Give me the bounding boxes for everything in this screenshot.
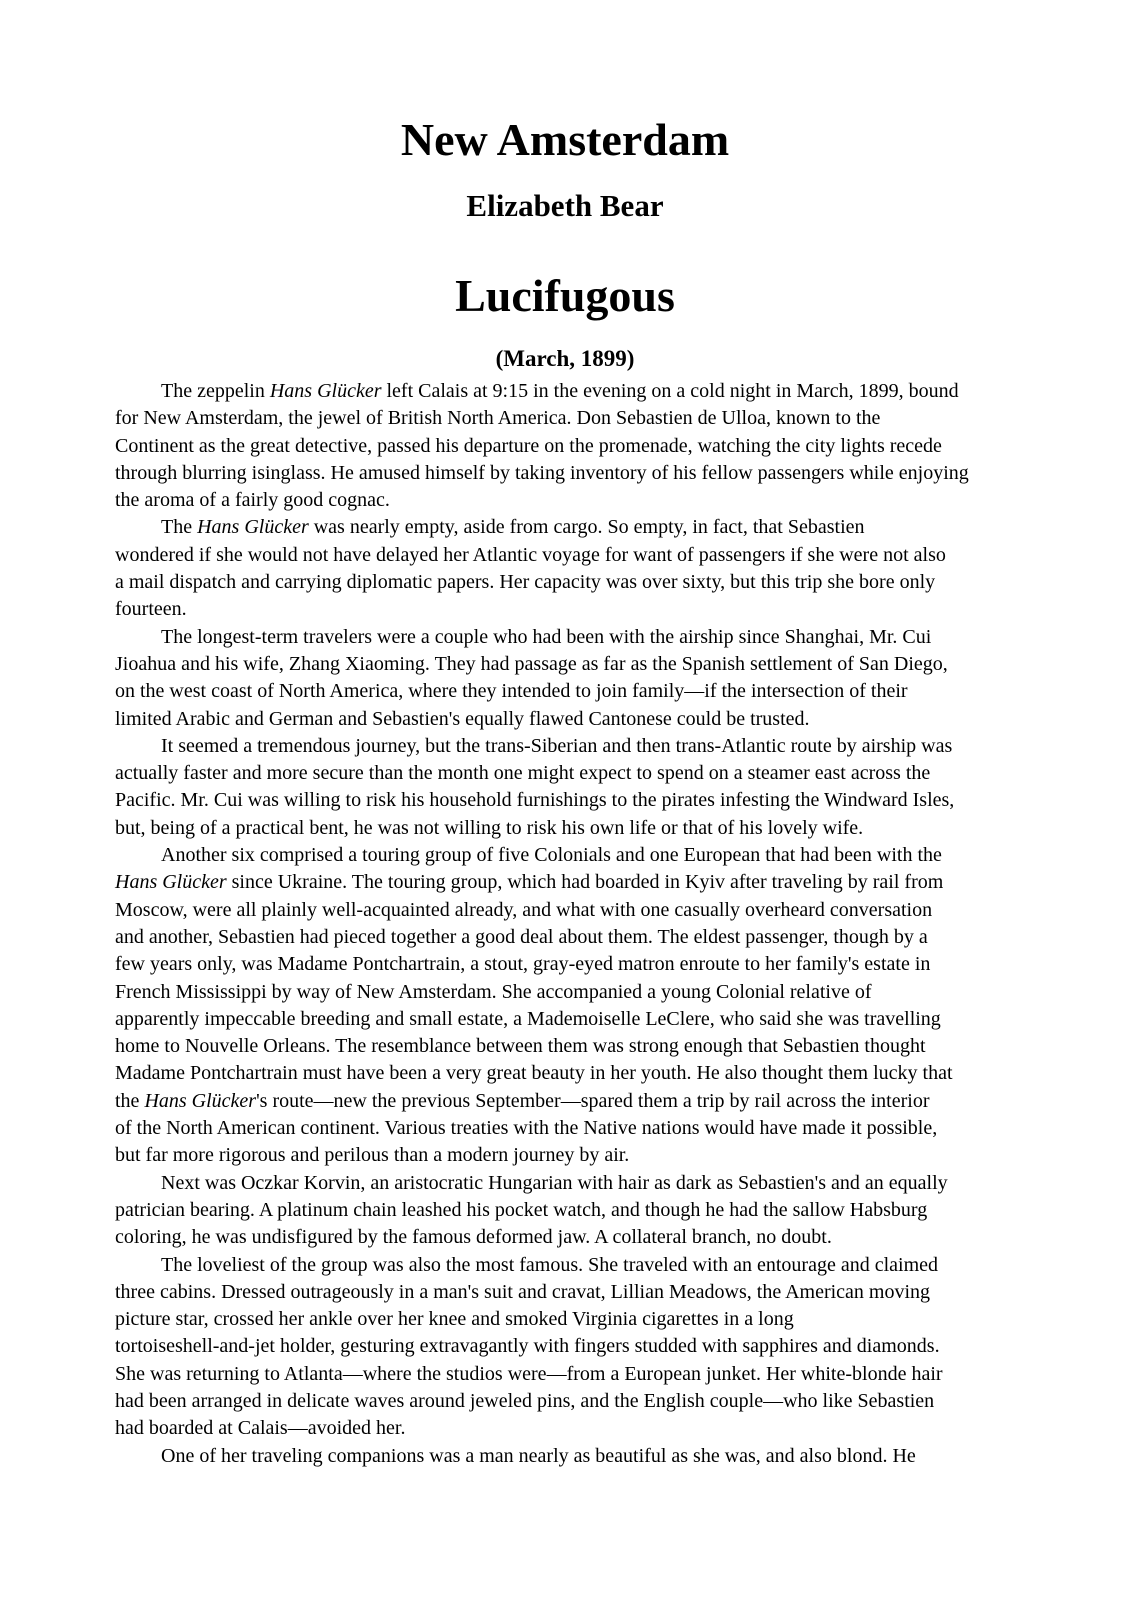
text-run: through blurring isinglass. He amused himself by taking inventory of his fellow passengers while enjoying <box>115 461 969 484</box>
text-run: but far more rigorous and perilous than a modern journey by air. <box>115 1144 630 1167</box>
text-run: Moscow, were all plainly well-acquainted already, and what with one casually overheard conversation <box>115 898 933 921</box>
text-run: the aroma of a fairly good cognac. <box>115 489 390 512</box>
text-run: Jioahua and his wife, Zhang Xiaoming. They had passage as far as the Spanish settlement of San Diego, <box>115 652 948 675</box>
text-run: but, being of a practical bent, he was not willing to risk his own life or that of his lovely wife. <box>115 816 864 839</box>
ship-name: Hans Glücker <box>197 516 309 539</box>
text-run: few years only, was Madame Pontchartrain, a stout, gray-eyed matron enroute to her family's estate in <box>115 953 931 976</box>
paragraph <box>115 842 1015 1170</box>
text-line <box>115 1170 1015 1197</box>
chapter-date: (March, 1899) <box>495 346 635 371</box>
text-run: the <box>115 1089 145 1112</box>
text-run: coloring, he was undisfigured by the famous deformed jaw. A collateral branch, no doubt. <box>115 1226 832 1249</box>
text-line <box>115 460 1015 487</box>
text-line <box>115 651 1015 678</box>
text-run: home to Nouvelle Orleans. The resemblance between them was strong enough that Sebastien thought <box>115 1035 926 1058</box>
text-line <box>115 1006 1015 1033</box>
text-line <box>115 979 1015 1006</box>
text-run: on the west coast of North America, where they intended to join family—if the intersection of their <box>115 680 908 703</box>
text-run: for New Amsterdam, the jewel of British North America. Don Sebastien de Ulloa, known to the <box>115 407 881 430</box>
text-line <box>115 1415 1015 1442</box>
text-run: three cabins. Dressed outrageously in a man's suit and cravat, Lillian Meadows, the American moving <box>115 1280 931 1303</box>
author-name: Elizabeth Bear <box>466 188 664 223</box>
text-line <box>115 1252 1015 1279</box>
text-line <box>115 1060 1015 1087</box>
text-line <box>115 951 1015 978</box>
chapter-title: Lucifugous <box>455 270 675 321</box>
text-run: fourteen. <box>115 598 187 621</box>
text-run: was nearly empty, aside from cargo. So empty, in fact, that Sebastien <box>308 516 865 539</box>
text-line <box>115 1306 1015 1333</box>
text-line <box>115 706 1015 733</box>
text-line <box>115 815 1015 842</box>
text-run: 's route—new the previous September—spared them a trip by rail across the interior <box>256 1089 930 1112</box>
text-line <box>115 924 1015 951</box>
text-line <box>115 1115 1015 1142</box>
body-text <box>115 378 1015 1470</box>
paragraph <box>115 1252 1015 1443</box>
text-run: The loveliest of the group was also the most famous. She traveled with an entourage and claimed <box>161 1253 939 1276</box>
ship-name: Hans Glücker <box>144 1089 257 1112</box>
text-run: had boarded at Calais—avoided her. <box>115 1417 406 1440</box>
text-run: French Mississippi by way of New Amsterdam. She accompanied a young Colonial relative of <box>115 980 872 1003</box>
text-line <box>115 1142 1015 1169</box>
text-run: Next was Oczkar Korvin, an aristocratic Hungarian with hair as dark as Sebastien's and an equally <box>161 1171 948 1194</box>
paragraph <box>115 1443 1015 1470</box>
book-title: New Amsterdam <box>400 114 730 165</box>
text-line <box>115 869 1015 896</box>
paragraph <box>115 1170 1015 1252</box>
text-run: tortoiseshell-and-jet holder, gesturing extravagantly with fingers studded with sapphires and diamonds. <box>115 1335 940 1358</box>
text-run: patrician bearing. A platinum chain leashed his pocket watch, and though he had the sallow Habsburg <box>115 1198 928 1221</box>
text-line <box>115 1033 1015 1060</box>
text-line <box>115 1224 1015 1251</box>
text-run: The longest-term travelers were a couple who had been with the airship since Shanghai, Mr. Cui <box>161 625 932 648</box>
text-line <box>115 542 1015 569</box>
text-run: since Ukraine. The touring group, which had boarded in Kyiv after traveling by rail from <box>226 871 944 894</box>
paragraph <box>115 378 1015 514</box>
text-line <box>115 760 1015 787</box>
text-line <box>115 378 1015 405</box>
paragraph <box>115 514 1015 623</box>
text-run: of the North American continent. Various treaties with the Native nations would have made it possible, <box>115 1117 938 1140</box>
text-line <box>115 596 1015 623</box>
text-line <box>115 733 1015 760</box>
text-line <box>115 569 1015 596</box>
ship-name: Hans Glücker <box>269 380 382 402</box>
text-run: and another, Sebastien had pieced together a good deal about them. The eldest passenger, though by a <box>115 925 928 948</box>
text-line <box>115 1088 1015 1115</box>
text-line <box>115 1333 1015 1360</box>
text-line <box>115 433 1015 460</box>
text-line <box>115 1443 1015 1470</box>
ship-name: Hans Glücker <box>115 871 227 894</box>
text-line <box>115 897 1015 924</box>
text-line <box>115 787 1015 814</box>
text-line <box>115 1388 1015 1415</box>
text-line <box>115 624 1015 651</box>
text-run: actually faster and more secure than the month one might expect to spend on a steamer east across the <box>115 762 931 785</box>
text-line <box>115 1279 1015 1306</box>
text-run: The zeppelin <box>161 380 270 402</box>
text-run: Another six comprised a touring group of five Colonials and one European that had been with the <box>161 844 942 867</box>
text-line <box>115 678 1015 705</box>
text-line <box>115 1197 1015 1224</box>
text-line <box>115 514 1015 541</box>
text-run: apparently impeccable breeding and small estate, a Mademoiselle LeClere, who said she was travelling <box>115 1007 941 1030</box>
text-line <box>115 842 1015 869</box>
text-line <box>115 1361 1015 1388</box>
text-run: It seemed a tremendous journey, but the trans-Siberian and then trans-Atlantic route by airship was <box>161 734 953 757</box>
text-run: picture star, crossed her ankle over her knee and smoked Virginia cigarettes in a long <box>115 1308 794 1331</box>
paragraph <box>115 733 1015 842</box>
text-run: Continent as the great detective, passed his departure on the promenade, watching the city lights recede <box>115 434 942 457</box>
paragraph <box>115 624 1015 733</box>
text-run: One of her traveling companions was a man nearly as beautiful as she was, and also blond. He <box>161 1444 916 1467</box>
text-run: She was returning to Atlanta—where the studios were—from a European junket. Her white-blonde hair <box>115 1362 943 1385</box>
text-run: Madame Pontchartrain must have been a very great beauty in her youth. He also thought them lucky that <box>115 1062 953 1085</box>
text-run: Pacific. Mr. Cui was willing to risk his household furnishings to the pirates infesting the Windward Isles, <box>115 789 955 812</box>
text-run: a mail dispatch and carrying diplomatic papers. Her capacity was over sixty, but this trip she bore only <box>115 571 936 594</box>
text-line <box>115 405 1015 432</box>
text-run: left Calais at 9:15 in the evening on a cold night in March, 1899, bound <box>381 380 959 402</box>
text-run: wondered if she would not have delayed her Atlantic voyage for want of passengers if she were not also <box>115 543 946 566</box>
text-run: The <box>161 516 198 539</box>
text-line <box>115 487 1015 514</box>
text-run: had been arranged in delicate waves around jeweled pins, and the English couple—who like Sebastien <box>115 1389 935 1412</box>
text-run: limited Arabic and German and Sebastien's equally flawed Cantonese could be trusted. <box>115 707 810 730</box>
